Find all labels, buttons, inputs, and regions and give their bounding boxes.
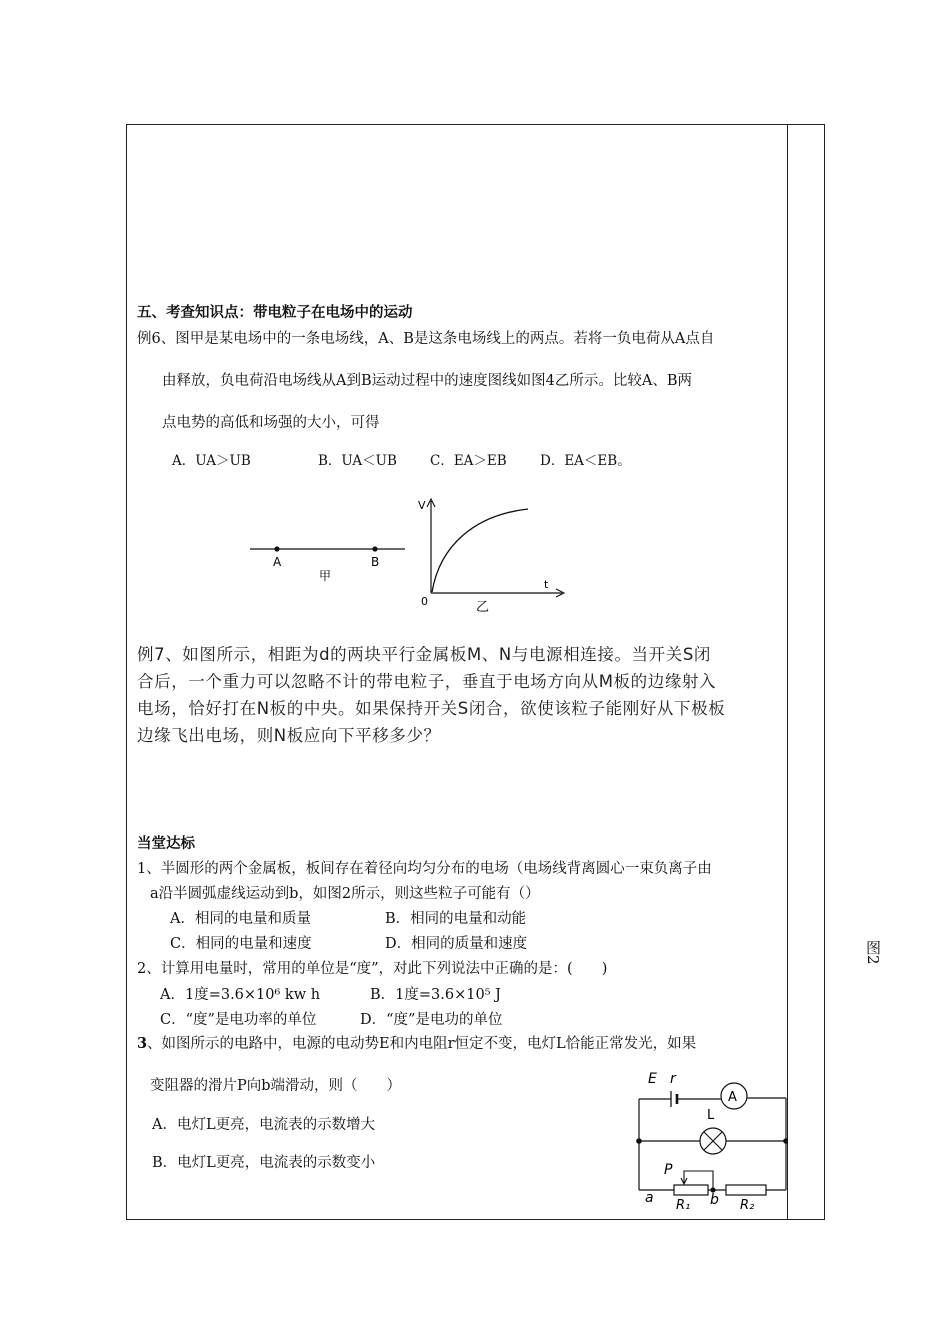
y-axis-label: V bbox=[418, 499, 426, 512]
side-figure-label: 图2 bbox=[864, 940, 882, 965]
example7-line4: 边缘飞出电场，则N板应向下平移多少？ bbox=[137, 726, 441, 745]
question3-option-b: B．电灯L更亮，电流表的示数变小 bbox=[152, 1155, 376, 1171]
r2-label: R₂ bbox=[740, 1198, 755, 1213]
question3-line2: 变阻器的滑片P向b端滑动，则（ ） bbox=[150, 1078, 402, 1094]
question1-line2: a沿半圆弧虚线运动到b，如图2所示，则这些粒子可能有（） bbox=[150, 886, 540, 902]
junction-right bbox=[783, 1138, 788, 1144]
point-a-label: A bbox=[273, 555, 282, 569]
question1-option-d: D．相同的质量和速度 bbox=[385, 936, 528, 952]
question3-number: 3 bbox=[137, 1035, 148, 1052]
section-heading: 五、考查知识点：带电粒子在电场中的运动 bbox=[137, 304, 413, 321]
question2-option-a: A．1度=3.6×10⁶ kw h bbox=[160, 987, 321, 1003]
question2-option-c: C．“度”是电功率的单位 bbox=[160, 1012, 317, 1028]
junction-left bbox=[636, 1138, 642, 1144]
question1-option-b: B．相同的电量和动能 bbox=[385, 911, 527, 927]
end-b-label: b bbox=[710, 1192, 719, 1208]
question3-option-a: A．电灯L更亮，电流表的示数增大 bbox=[152, 1117, 376, 1133]
velocity-curve bbox=[432, 509, 528, 592]
slider-label: P bbox=[664, 1162, 673, 1178]
x-axis-label: t bbox=[544, 578, 549, 591]
column-divider bbox=[787, 124, 788, 1220]
question1-line1: 1、半圆形的两个金属板，板间存在着径向均匀分布的电场（电场线背离圆心一束负离子由 bbox=[137, 861, 712, 877]
slider-wire bbox=[684, 1171, 713, 1190]
example6-option-d: D．EA＜EB。 bbox=[540, 453, 631, 469]
example6-option-a: A．UA＞UB bbox=[172, 453, 251, 469]
origin-label: 0 bbox=[421, 595, 428, 608]
emf-label: E bbox=[648, 1071, 657, 1087]
end-a-label: a bbox=[645, 1190, 654, 1206]
point-a-dot bbox=[274, 546, 279, 551]
example6-option-b: B．UA＜UB bbox=[318, 453, 397, 469]
question2-option-b: B．1度=3.6×10⁵ J bbox=[370, 987, 501, 1003]
figure-velocity-graph bbox=[410, 495, 575, 615]
rheostat-r1 bbox=[674, 1185, 708, 1195]
point-b-label: B bbox=[371, 555, 380, 569]
r1-label: R₁ bbox=[676, 1198, 691, 1213]
question2-line: 2、计算用电量时，常用的单位是“度”，对此下列说法中正确的是：( ) bbox=[137, 961, 608, 977]
question1-option-c: C．相同的电量和速度 bbox=[170, 936, 312, 952]
circuit-diagram bbox=[636, 1068, 788, 1213]
lamp-label: L bbox=[707, 1108, 715, 1123]
example6-line1: 例6、图甲是某电场中的一条电场线，A、B是这条电场线上的两点。若将一负电荷从A点自 bbox=[137, 331, 715, 347]
figure-field-line bbox=[245, 535, 415, 585]
question2-option-d: D．“度”是电功的单位 bbox=[360, 1012, 503, 1028]
example7-line1: 例7、如图所示，相距为d的两块平行金属板M、N与电源相连接。当开关S闭 bbox=[137, 645, 712, 664]
example7-line2: 合后，一个重力可以忽略不计的带电粒子，垂直于电场方向从M板的边缘射入 bbox=[137, 672, 717, 691]
point-b-dot bbox=[372, 546, 377, 551]
resistance-label: r bbox=[670, 1071, 676, 1087]
example7-line3: 电场，恰好打在N板的中央。如果保持开关S闭合，欲使该粒子能刚好从下极板 bbox=[137, 699, 726, 718]
figure-yi-caption: 乙 bbox=[476, 600, 490, 615]
question1-option-a: A．相同的电量和质量 bbox=[170, 911, 311, 927]
ammeter-label: A bbox=[728, 1090, 737, 1105]
question3-line1: 、如图所示的电路中，电源的电动势E和内电阻r恒定不变，电灯L恰能正常发光，如果 bbox=[147, 1036, 697, 1052]
example6-line2: 由释放，负电荷沿电场线从A到B运动过程中的速度图线如图4乙所示。比较A、B两 bbox=[162, 373, 692, 389]
example6-line3: 点电势的高低和场强的大小，可得 bbox=[162, 415, 380, 431]
example6-option-c: C．EA＞EB bbox=[430, 453, 507, 469]
resistor-r2 bbox=[726, 1185, 766, 1195]
figure-jia-caption: 甲 bbox=[319, 569, 332, 583]
practice-heading: 当堂达标 bbox=[137, 835, 195, 852]
